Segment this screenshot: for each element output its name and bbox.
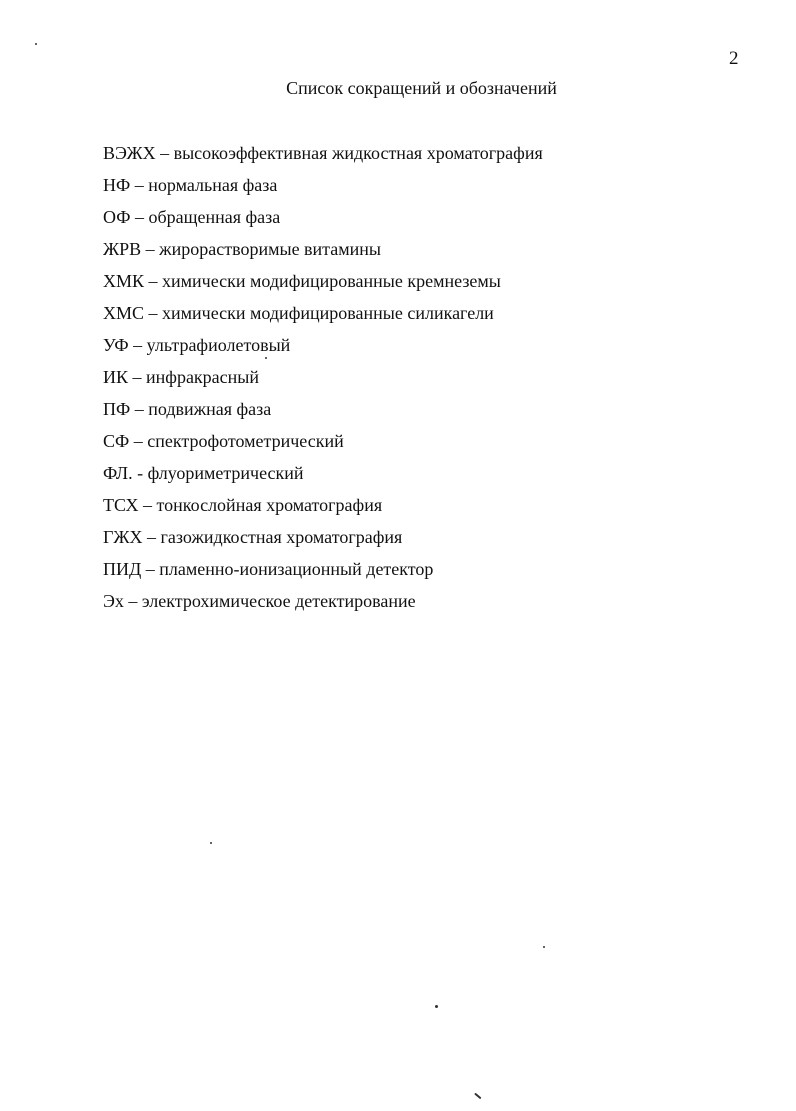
abbreviation-term: НФ <box>103 175 131 195</box>
abbreviation-definition: обращенная фаза <box>148 207 281 227</box>
abbreviation-separator: – <box>133 431 143 451</box>
abbreviation-separator: – <box>145 559 155 579</box>
abbreviation-separator: – <box>145 239 155 259</box>
abbreviation-list <box>103 141 543 621</box>
abbreviation-separator: – <box>134 399 144 419</box>
scan-speck <box>265 357 267 359</box>
abbreviation-separator: – <box>148 303 158 323</box>
page-number: 2 <box>729 48 739 69</box>
abbreviation-definition: пламенно-ионизационный детектор <box>159 559 434 579</box>
scan-speck <box>474 1093 481 1099</box>
abbreviation-term: УФ <box>103 335 129 355</box>
list-item <box>103 589 543 621</box>
list-item <box>103 205 543 237</box>
list-item <box>103 397 543 429</box>
list-item <box>103 461 543 493</box>
abbreviation-separator: – <box>148 271 158 291</box>
abbreviation-definition: флуориметрический <box>147 463 304 483</box>
abbreviation-separator: – <box>143 495 153 515</box>
abbreviation-definition: подвижная фаза <box>148 399 272 419</box>
abbreviation-definition: высокоэффективная жидкостная хроматография <box>173 143 543 163</box>
abbreviation-separator: – <box>134 175 144 195</box>
abbreviation-separator: – <box>160 143 170 163</box>
scan-speck <box>435 1005 438 1008</box>
abbreviation-separator: – <box>134 207 144 227</box>
abbreviation-definition: газожидкостная хроматография <box>160 527 403 547</box>
scan-speck <box>210 842 212 844</box>
abbreviation-term: ГЖХ <box>103 527 143 547</box>
abbreviation-term: ЖРВ <box>103 239 142 259</box>
abbreviation-definition: тонкослойная хроматография <box>156 495 383 515</box>
list-item <box>103 269 543 301</box>
abbreviation-definition: химически модифицированные силикагели <box>162 303 494 323</box>
abbreviation-definition: ультрафиолетовый <box>146 335 291 355</box>
abbreviation-term: ПИД <box>103 559 142 579</box>
abbreviation-definition: жирорастворимые витамины <box>159 239 382 259</box>
abbreviation-term: ХМК <box>103 271 145 291</box>
abbreviation-definition: химически модифицированные кремнеземы <box>162 271 501 291</box>
abbreviation-term: Эх <box>103 591 124 611</box>
scan-speck <box>543 946 545 948</box>
page-title: Список сокращений и обозначений <box>286 78 557 98</box>
abbreviation-separator: – <box>128 591 138 611</box>
abbreviation-separator: – <box>147 527 157 547</box>
list-item <box>103 173 543 205</box>
abbreviation-term: ТСХ <box>103 495 139 515</box>
abbreviation-term: ХМС <box>103 303 145 323</box>
abbreviation-separator: - <box>137 463 144 483</box>
list-item <box>103 429 543 461</box>
list-item <box>103 237 543 269</box>
abbreviation-definition: электрохимическое детектирование <box>141 591 416 611</box>
abbreviation-term: ИК <box>103 367 129 387</box>
abbreviation-term: ВЭЖХ <box>103 143 156 163</box>
list-item <box>103 301 543 333</box>
abbreviation-definition: нормальная фаза <box>148 175 278 195</box>
abbreviation-separator: – <box>132 367 142 387</box>
scan-speck <box>35 43 37 45</box>
list-item <box>103 333 543 365</box>
abbreviation-definition: инфракрасный <box>146 367 260 387</box>
abbreviation-term: ОФ <box>103 207 131 227</box>
abbreviation-term: ФЛ. <box>103 463 133 483</box>
list-item <box>103 493 543 525</box>
list-item <box>103 557 543 589</box>
list-item <box>103 525 543 557</box>
list-item <box>103 365 543 397</box>
abbreviation-definition: спектрофотометрический <box>147 431 344 451</box>
abbreviation-term: ПФ <box>103 399 131 419</box>
list-item <box>103 141 543 173</box>
abbreviation-separator: – <box>133 335 143 355</box>
abbreviation-term: СФ <box>103 431 130 451</box>
